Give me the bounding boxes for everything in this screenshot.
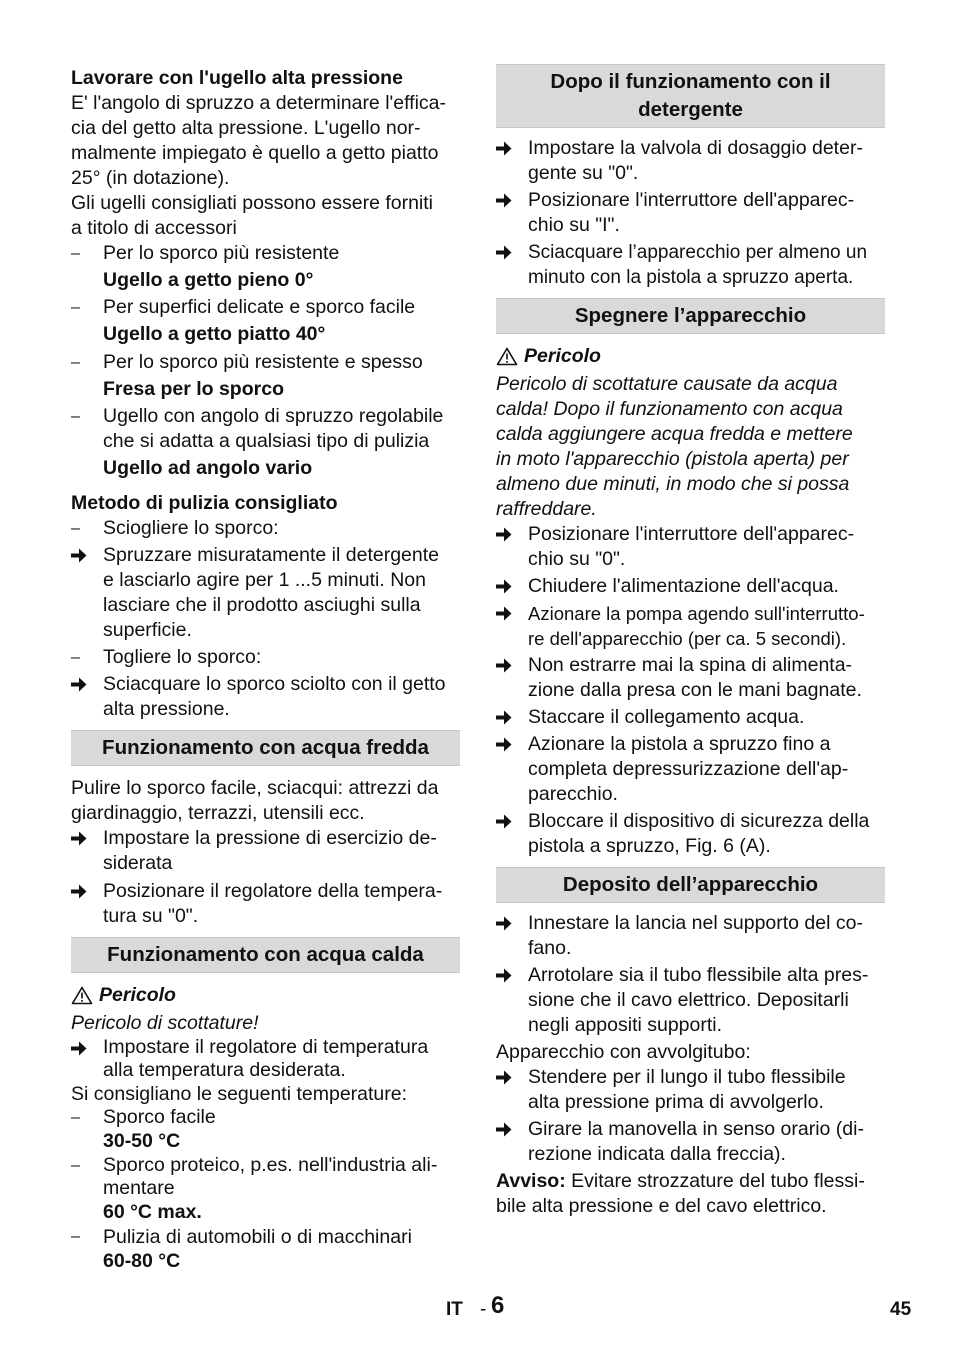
list-item: – Sporco facile <box>71 1106 216 1128</box>
list-item: Stendere per il lungo il tubo flessibile alta pressione prima di avvolgerlo. <box>496 1065 885 1115</box>
list-item: – Per lo sporco più resistente <box>71 242 340 264</box>
paragraph: Pulire lo sporco facile, sciacqui: attrezzi da giardinaggio, terrazzi, utensili ecc. <box>71 777 439 824</box>
arrow-right-icon <box>496 1117 528 1167</box>
list-item: Azionare la pompa agendo sull'interrutto- re dell'apparecchio (per ca. 5 secondi). <box>496 601 885 651</box>
dash-bullet: – <box>71 245 80 262</box>
warning-text: Pericolo di scottature causate da acqua calda! Dopo il funzionamento con acqua calda aggiungere acqua fredda e mettere in moto l'apparecchio (pistola aperta) per almeno due minuti, in modo che si possa raffreddare. <box>496 373 853 520</box>
section-band-dopo-detergente: Dopo il funzionamento con il detergente <box>496 64 885 128</box>
warning-triangle-icon <box>496 347 518 366</box>
list-item: Impostare la valvola di dosaggio deter- gente su "0". <box>496 136 885 186</box>
bold-value: 60 °C max. <box>103 1201 202 1223</box>
bold-value: 60-80 °C <box>103 1250 181 1272</box>
list-item: – Per superfici delicate e sporco facile <box>71 296 416 318</box>
list-item: Sciacquare l’apparecchio per almeno un minuto con la pistola a spruzzo aperta. <box>496 240 885 290</box>
arrow-right-icon <box>496 188 528 238</box>
footer-separator: - <box>480 1299 487 1320</box>
dash-bullet: – <box>71 354 80 371</box>
page-number: 45 <box>890 1299 912 1320</box>
bold-value: Ugello a getto piatto 40° <box>103 323 326 345</box>
arrow-right-icon <box>496 911 528 961</box>
footer-language: IT <box>446 1299 463 1320</box>
list-item: Posizionare l'interruttore dell'apparec- chio su "0". <box>496 522 885 572</box>
arrow-right-icon <box>496 522 528 572</box>
list-item: Posizionare l'interruttore dell'apparec- chio su "I". <box>496 188 885 238</box>
list-item: Innestare la lancia nel supporto del co- fano. <box>496 911 885 961</box>
list-item: – Sciogliere lo sporco: <box>71 517 279 539</box>
arrow-right-icon <box>496 732 528 807</box>
paragraph: E' l'angolo di spruzzo a determinare l'effica- cia del getto alta pressione. L'ugello nor- malmente impiegato è quello a getto piatto 25° (in dotazione). <box>71 92 447 189</box>
arrow-right-icon <box>71 879 103 929</box>
list-item: Azionare la pistola a spruzzo fino a completa depressurizzazione dell'ap- parecchio. <box>496 732 885 807</box>
warning-triangle-icon <box>71 986 93 1005</box>
dash-bullet: – <box>71 408 80 425</box>
list-item: – Ugello con angolo di spruzzo regolabile che si adatta a qualsiasi tipo di pulizia <box>71 405 444 452</box>
arrow-right-icon <box>496 705 528 730</box>
arrow-right-icon <box>71 543 103 643</box>
paragraph: Gli ugelli consigliati possono essere forniti a titolo di accessori <box>71 192 434 239</box>
bold-value: 30-50 °C <box>103 1130 181 1152</box>
list-item: – Togliere lo sporco: <box>71 646 262 668</box>
section-band-acqua-fredda: Funzionamento con acqua fredda <box>71 730 460 766</box>
arrow-right-icon <box>496 653 528 703</box>
warning-heading: Pericolo <box>71 983 460 1008</box>
list-item: Bloccare il dispositivo di sicurezza della pistola a spruzzo, Fig. 6 (A). <box>496 809 885 859</box>
left-column <box>71 64 460 1273</box>
dash-bullet: – <box>71 299 80 316</box>
bold-value: Fresa per lo sporco <box>103 378 284 400</box>
section-title-ugello: Lavorare con l'ugello alta pressione <box>71 67 403 89</box>
arrow-right-icon <box>71 1036 103 1082</box>
note-label: Avviso: <box>496 1170 566 1192</box>
section-title-metodo: Metodo di pulizia consigliato <box>71 492 338 514</box>
paragraph: Si consigliano le seguenti temperature: <box>71 1083 408 1105</box>
list-item: – Pulizia di automobili o di macchinari <box>71 1226 412 1248</box>
warning-text: Pericolo di scottature! <box>71 1012 259 1034</box>
arrow-right-icon <box>496 809 528 859</box>
list-item: Non estrarre mai la spina di alimenta- zione dalla presa con le mani bagnate. <box>496 653 885 703</box>
dash-bullet: – <box>71 520 80 537</box>
list-item: Sciacquare lo sporco sciolto con il getto alta pressione. <box>71 672 460 722</box>
section-band-acqua-calda: Funzionamento con acqua calda <box>71 937 460 973</box>
paragraph: Apparecchio con avvolgitubo: <box>496 1041 751 1063</box>
right-column <box>496 64 885 1219</box>
dash-bullet: – <box>71 1109 80 1126</box>
section-band-spegnere: Spegnere l’apparecchio <box>496 298 885 334</box>
dash-bullet: – <box>71 649 80 666</box>
list-item: Impostare la pressione di esercizio de- siderata <box>71 826 460 876</box>
list-item: Posizionare il regolatore della tempera- tura su "0". <box>71 879 460 929</box>
section-band-deposito: Deposito dell’apparecchio <box>496 867 885 903</box>
dash-bullet: – <box>71 1157 80 1174</box>
arrow-right-icon <box>71 826 103 876</box>
list-item: – Sporco proteico, p.es. nell'industria ali- mentare <box>71 1154 438 1199</box>
list-item: Spruzzare misuratamente il detergente e lasciarlo agire per 1 ...5 minuti. Non lasciare che il prodotto asciughi sulla superficie. <box>71 543 460 643</box>
bold-value: Ugello a getto pieno 0° <box>103 269 314 291</box>
page-footer <box>0 1293 954 1323</box>
list-item: Impostare il regolatore di temperatura alla temperatura desiderata. <box>71 1036 460 1082</box>
list-item: Arrotolare sia il tubo flessibile alta pres- sione che il cavo elettrico. Depositarli negli appositi supporti. <box>496 963 885 1038</box>
arrow-right-icon <box>496 574 528 599</box>
arrow-right-icon <box>496 963 528 1038</box>
list-item: Girare la manovella in senso orario (di- rezione indicata dalla freccia). <box>496 1117 885 1167</box>
list-item: Staccare il collegamento acqua. <box>496 705 885 730</box>
arrow-right-icon <box>496 601 528 651</box>
arrow-right-icon <box>496 136 528 186</box>
bold-value: Ugello ad angolo vario <box>103 457 313 479</box>
note-paragraph: Avviso: Evitare strozzature del tubo flessi- bile alta pressione e del cavo elettrico. <box>496 1170 865 1217</box>
arrow-right-icon <box>496 1065 528 1115</box>
list-item: – Per lo sporco più resistente e spesso <box>71 351 423 373</box>
list-item: Chiudere l'alimentazione dell'acqua. <box>496 574 885 599</box>
dash-bullet: – <box>71 1228 80 1245</box>
arrow-right-icon <box>71 672 103 722</box>
arrow-right-icon <box>496 240 528 290</box>
warning-heading: Pericolo <box>496 344 885 369</box>
footer-section-number: 6 <box>491 1292 505 1319</box>
